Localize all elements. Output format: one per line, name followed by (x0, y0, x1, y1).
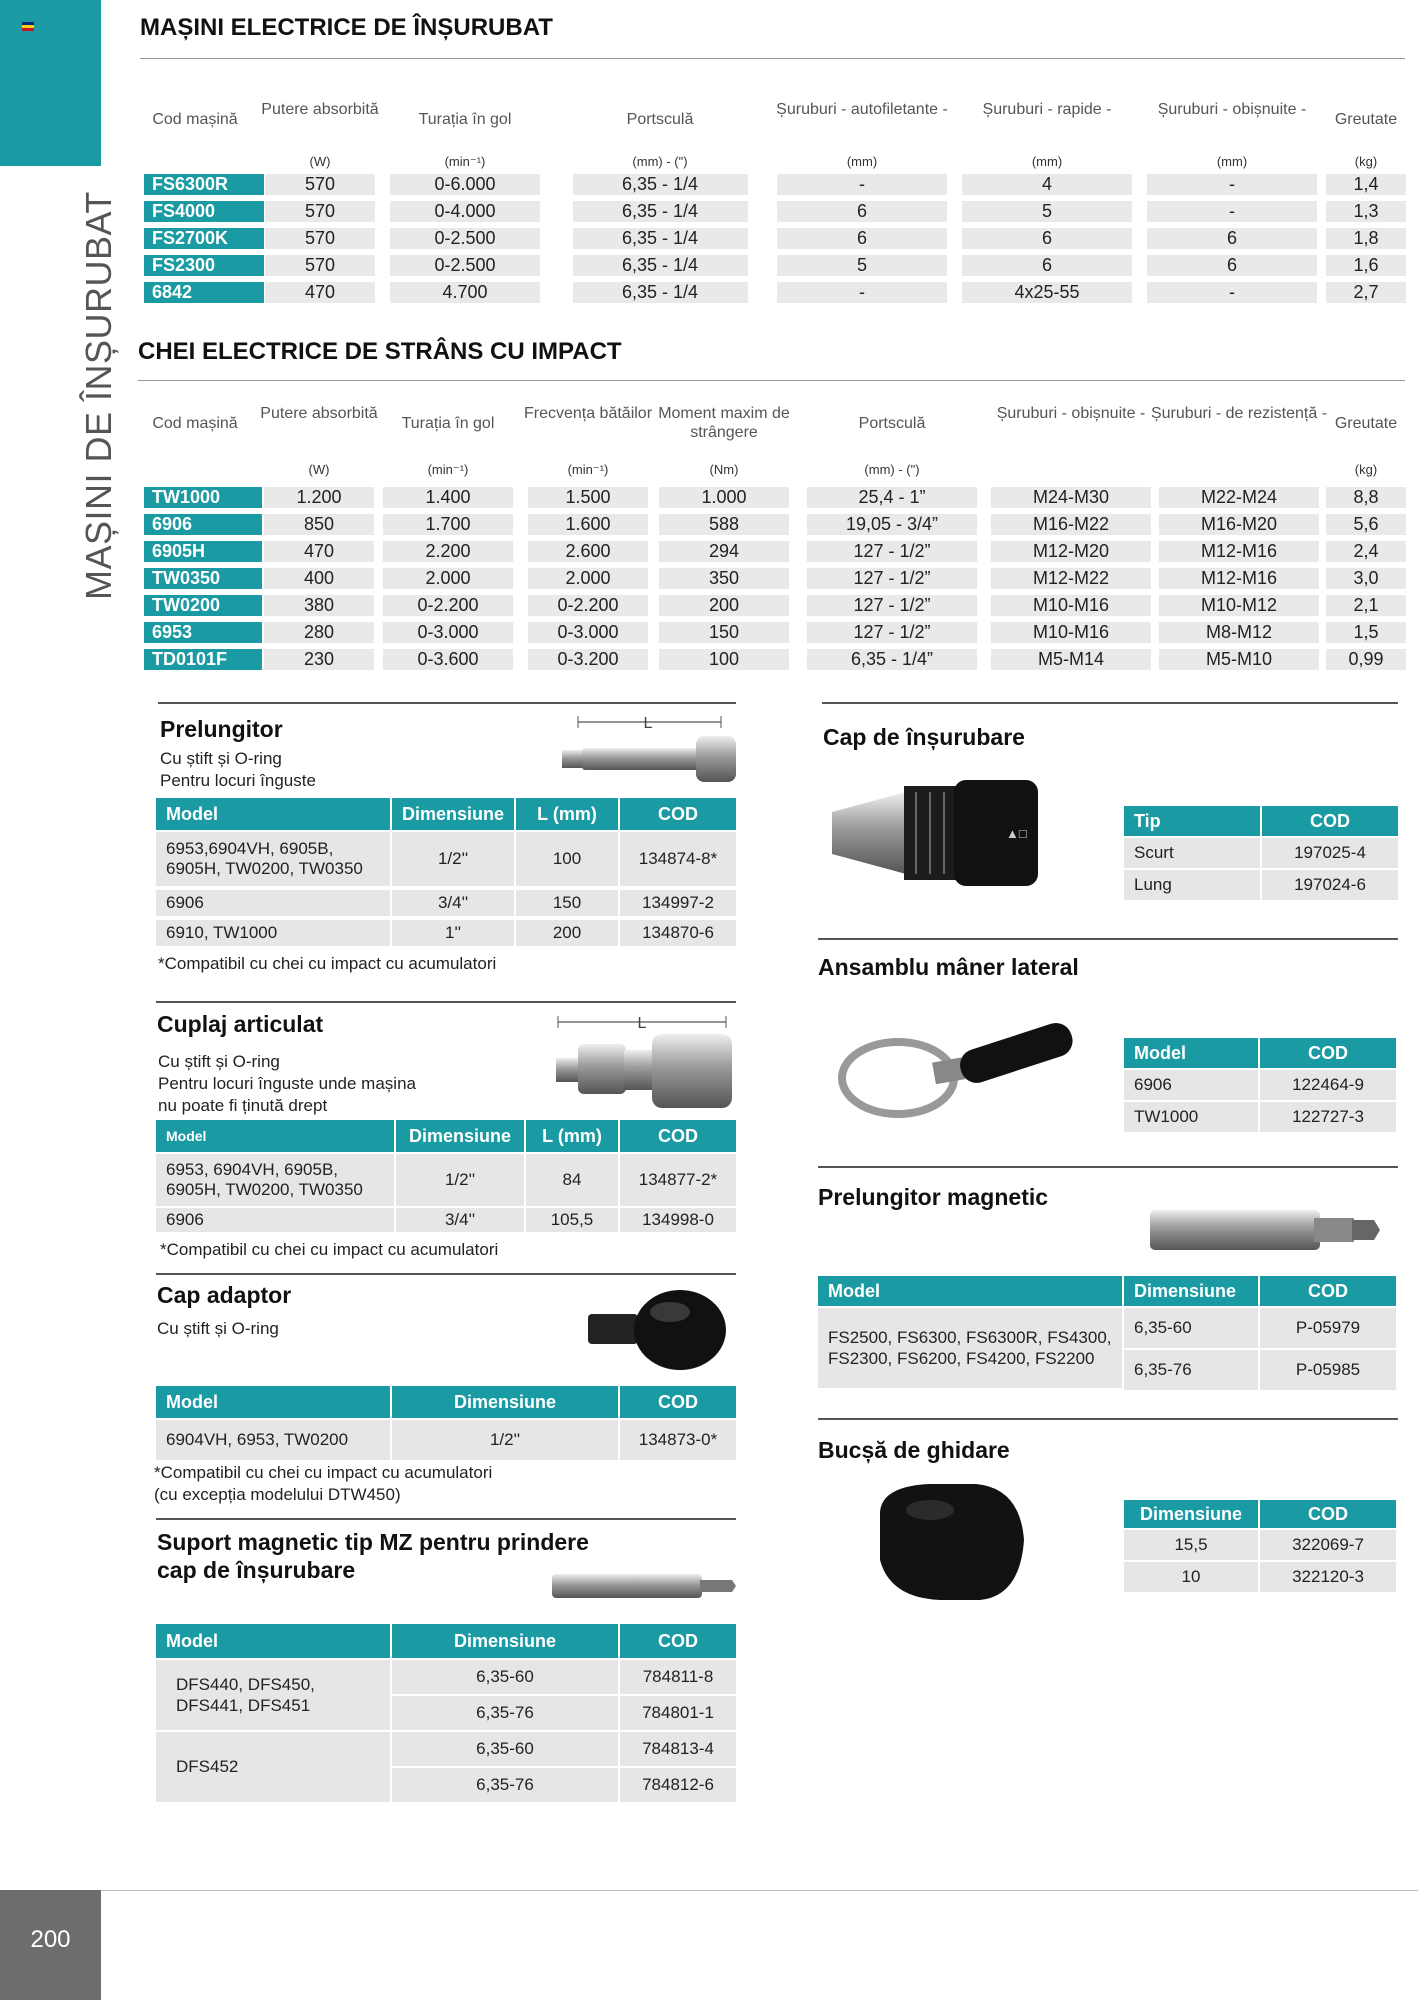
table-cell: 2,7 (1326, 282, 1406, 303)
svg-text:▲□: ▲□ (1006, 826, 1027, 841)
column-header: Model (156, 1120, 394, 1152)
model-line: 6953,6904VH, 6905B, (166, 839, 334, 858)
table-cell: 0-3.000 (383, 622, 513, 643)
model-code: TW0200 (144, 595, 262, 616)
table-cell: 6,35 - 1/4 (573, 282, 748, 303)
table-cell: 0,99 (1326, 649, 1406, 670)
table-cell: 2,1 (1326, 595, 1406, 616)
table-cell: - (777, 282, 947, 303)
divider (818, 938, 1398, 940)
code-cell: P-05985 (1260, 1350, 1396, 1390)
table-cell: 1,3 (1326, 201, 1406, 222)
table-cell: 350 (659, 568, 789, 589)
model-cell (156, 1660, 390, 1730)
model-cell (818, 1308, 1122, 1388)
table-cell: 6,35 - 1/4” (807, 649, 977, 670)
table-cell: 0-2.500 (390, 228, 540, 249)
code-cell: 784811-8 (620, 1660, 736, 1694)
table-cell: 280 (264, 622, 374, 643)
dimension-cell: 3/4'' (396, 1208, 524, 1232)
code-cell: 134873-0* (620, 1420, 736, 1460)
model-code: 6905H (144, 541, 262, 562)
dimension-label: L (637, 1015, 647, 1032)
table-cell: 1.700 (383, 514, 513, 535)
table-cell: - (1147, 201, 1317, 222)
column-header: Dimensiune (1124, 1500, 1258, 1528)
model-cell (156, 832, 390, 886)
table-cell: 1.200 (264, 487, 374, 508)
table-cell: 100 (659, 649, 789, 670)
column-header: Moment maxim de strângere (658, 405, 790, 441)
unit-label: (kg) (1354, 462, 1378, 477)
page-number: 200 (0, 1890, 101, 2000)
table-cell: 380 (264, 595, 374, 616)
column-header: L (mm) (526, 1120, 618, 1152)
model-line: 6905H, TW0200, TW0350 (166, 1180, 363, 1199)
table-cell: M8-M12 (1159, 622, 1319, 643)
table-cell: 1,8 (1326, 228, 1406, 249)
code-cell: P-05979 (1260, 1308, 1396, 1348)
table-cell: 0-2.200 (383, 595, 513, 616)
table-cell: 570 (265, 228, 375, 249)
unit-label: (min⁻¹) (444, 154, 486, 169)
divider (140, 58, 1405, 59)
model-line: FS2500, FS6300, FS6300R, FS4300, (828, 1328, 1112, 1347)
length-cell: 100 (516, 832, 618, 886)
product-title-ansamblu-maner: Ansamblu mâner lateral (818, 954, 1079, 980)
code-cell: 134997-2 (620, 890, 736, 916)
adapter-cap-image (580, 1282, 730, 1378)
table-cell: M12-M20 (991, 541, 1151, 562)
divider (138, 380, 1405, 381)
table-cell: 8,8 (1326, 487, 1406, 508)
column-header: Șuruburi - de rezistență - (1150, 405, 1328, 422)
table-cell: 2,4 (1326, 541, 1406, 562)
unit-label: (min⁻¹) (427, 462, 469, 477)
guide-sleeve-image (870, 1480, 1030, 1604)
code-cell: 122727-3 (1260, 1102, 1396, 1132)
compatibility-note: *Compatibil cu chei cu impact cu acumulatori (158, 954, 497, 973)
model-cell: 6906 (156, 1208, 394, 1232)
product-title-cuplaj: Cuplaj articulat (157, 1011, 324, 1037)
table-cell: 127 - 1/2” (807, 541, 977, 562)
column-header: Șuruburi - autofiletante - (776, 101, 948, 118)
table-cell: 6 (1147, 255, 1317, 276)
code-cell: 197025-4 (1262, 838, 1398, 868)
column-header: Putere absorbită (261, 101, 379, 118)
table-cell: M16-M22 (991, 514, 1151, 535)
unit-label: (kg) (1354, 154, 1378, 169)
divider (156, 1273, 736, 1275)
model-cell (156, 1154, 394, 1206)
table-cell: 400 (264, 568, 374, 589)
table-cell: 294 (659, 541, 789, 562)
column-header: L (mm) (516, 798, 618, 830)
table-cell: 1.500 (528, 487, 648, 508)
table-cell: 6 (777, 201, 947, 222)
unit-label: (mm) - (") (864, 462, 920, 477)
table-cell: M12-M16 (1159, 541, 1319, 562)
column-header: Model (156, 798, 390, 830)
length-cell: 105,5 (526, 1208, 618, 1232)
table-cell: 1,5 (1326, 622, 1406, 643)
model-code: FS6300R (144, 174, 264, 195)
table-cell: TW1000 (1124, 1102, 1258, 1132)
divider (822, 702, 1398, 704)
code-cell: 122464-9 (1260, 1070, 1396, 1100)
code-cell: 134877-2* (620, 1154, 736, 1206)
column-header: COD (620, 1120, 736, 1152)
divider (158, 702, 736, 704)
compatibility-note: (cu excepția modelului DTW450) (154, 1485, 401, 1504)
magnetic-holder-image (548, 1568, 738, 1604)
table-cell: M22-M24 (1159, 487, 1319, 508)
table-cell: - (1147, 282, 1317, 303)
column-header: Cod mașină (152, 111, 238, 128)
product-description: Pentru locuri înguste (160, 771, 316, 790)
column-header: Șuruburi - obișnuite - (996, 405, 1146, 422)
column-header: Model (156, 1624, 390, 1658)
table-cell: 570 (265, 255, 375, 276)
unit-label: (mm) (1031, 154, 1063, 169)
table-cell: M5-M10 (1159, 649, 1319, 670)
table-cell: M5-M14 (991, 649, 1151, 670)
unit-label: (mm) - (") (632, 154, 688, 169)
code-cell: 197024-6 (1262, 870, 1398, 900)
product-description: Cu știft și O-ring (160, 749, 282, 768)
column-header: COD (620, 1624, 736, 1658)
dimension-cell: 6,35-76 (392, 1768, 618, 1802)
table-cell: 5,6 (1326, 514, 1406, 535)
table-cell: 4 (962, 174, 1132, 195)
table-cell: - (777, 174, 947, 195)
product-description: nu poate fi ținută drept (158, 1096, 328, 1115)
extension-bar-image (556, 712, 740, 792)
model-cell: 6910, TW1000 (156, 920, 390, 946)
length-cell: 84 (526, 1154, 618, 1206)
table-cell: 5 (962, 201, 1132, 222)
code-cell: 134998-0 (620, 1208, 736, 1232)
table-cell: 2.000 (528, 568, 648, 589)
table-cell: M12-M16 (1159, 568, 1319, 589)
model-code: TD0101F (144, 649, 262, 670)
table-cell: M24-M30 (991, 487, 1151, 508)
dimension-label: L (643, 715, 653, 732)
table-cell: 150 (659, 622, 789, 643)
code-cell: 134874-8* (620, 832, 736, 886)
column-header: Dimensiune (396, 1120, 524, 1152)
unit-label: (mm) (846, 154, 878, 169)
compatibility-note: *Compatibil cu chei cu impact cu acumulatori (154, 1463, 493, 1482)
table-cell: 6 (777, 228, 947, 249)
table-cell: 0-3.600 (383, 649, 513, 670)
column-header: Dimensiune (392, 798, 514, 830)
table-cell: 6,35 - 1/4 (573, 174, 748, 195)
column-header: Model (156, 1386, 390, 1418)
column-header: COD (620, 1386, 736, 1418)
compatibility-note: *Compatibil cu chei cu impact cu acumulatori (160, 1240, 499, 1259)
divider (818, 1418, 1398, 1420)
model-cell: 6904VH, 6953, TW0200 (156, 1420, 390, 1460)
table-cell: Lung (1124, 870, 1260, 900)
product-description: Pentru locuri înguste unde mașina (158, 1074, 416, 1093)
table-cell: 230 (264, 649, 374, 670)
product-description: Cu știft și O-ring (158, 1052, 280, 1071)
code-cell: 784801-1 (620, 1696, 736, 1730)
table-cell: M10-M16 (991, 622, 1151, 643)
column-header: Tip (1124, 806, 1260, 836)
model-cell: DFS452 (156, 1732, 390, 1802)
model-line: DFS441, DFS451 (176, 1696, 311, 1715)
code-cell: 784813-4 (620, 1732, 736, 1766)
column-header: COD (1260, 1500, 1396, 1528)
dimension-cell: 6,35-60 (1124, 1308, 1258, 1348)
unit-label: (Nm) (709, 462, 739, 477)
screwdriving-head-image (826, 774, 1046, 894)
universal-joint-image (548, 1010, 738, 1114)
dimension-cell: 3/4'' (392, 890, 514, 916)
sidebar-section-title: MAȘINI DE ÎNȘURUBAT (78, 191, 119, 600)
table-cell: 200 (659, 595, 789, 616)
column-header: Dimensiune (392, 1624, 618, 1658)
column-header: Portsculă (626, 111, 694, 128)
table-cell: 1.600 (528, 514, 648, 535)
model-code: 6842 (144, 282, 264, 303)
table-cell: M16-M20 (1159, 514, 1319, 535)
dimension-cell: 1'' (392, 920, 514, 946)
column-header: Putere absorbită (260, 405, 378, 422)
table-cell: 127 - 1/2” (807, 622, 977, 643)
dimension-cell: 15,5 (1124, 1530, 1258, 1560)
dimension-cell: 1/2'' (392, 1420, 618, 1460)
divider (818, 1166, 1398, 1168)
unit-label: (min⁻¹) (567, 462, 609, 477)
table-cell: 2.600 (528, 541, 648, 562)
model-code: 6953 (144, 622, 262, 643)
table-cell: 4x25-55 (962, 282, 1132, 303)
table-cell: 1,4 (1326, 174, 1406, 195)
table-cell: 0-3.000 (528, 622, 648, 643)
column-header: COD (1260, 1276, 1396, 1306)
table-cell: 127 - 1/2” (807, 595, 977, 616)
table-cell: 1.400 (383, 487, 513, 508)
section-title-impact-wrenches: CHEI ELECTRICE DE STRÂNS CU IMPACT (138, 338, 622, 365)
dimension-cell: 6,35-60 (392, 1732, 618, 1766)
table-cell: 6 (1147, 228, 1317, 249)
column-header: Șuruburi - obișnuite - (1157, 101, 1307, 118)
table-cell: 0-4.000 (390, 201, 540, 222)
table-cell: 5 (777, 255, 947, 276)
column-header: Șuruburi - rapide - (982, 101, 1112, 118)
model-line: DFS440, DFS450, (176, 1675, 315, 1694)
column-header: Dimensiune (1124, 1276, 1258, 1306)
column-header: Turația în gol (401, 415, 495, 432)
code-cell: 322069-7 (1260, 1530, 1396, 1560)
model-code: 6906 (144, 514, 262, 535)
dimension-cell: 10 (1124, 1562, 1258, 1592)
model-code: TW1000 (144, 487, 262, 508)
table-cell: 6,35 - 1/4 (573, 255, 748, 276)
table-cell: M10-M16 (991, 595, 1151, 616)
table-cell: 0-6.000 (390, 174, 540, 195)
model-line: 6953, 6904VH, 6905B, (166, 1160, 339, 1179)
model-line: 6905H, TW0200, TW0350 (166, 859, 363, 878)
model-code: FS2300 (144, 255, 264, 276)
column-header: Frecvența bătăilor (523, 405, 653, 422)
length-cell: 150 (516, 890, 618, 916)
romanian-flag-icon (22, 22, 34, 31)
code-cell: 134870-6 (620, 920, 736, 946)
table-cell: 1.000 (659, 487, 789, 508)
column-header: Dimensiune (392, 1386, 618, 1418)
product-title-prelungitor: Prelungitor (160, 716, 283, 742)
column-header: Model (818, 1276, 1122, 1306)
code-cell: 784812-6 (620, 1768, 736, 1802)
table-cell: M10-M12 (1159, 595, 1319, 616)
product-title-suport-magnetic: Suport magnetic tip MZ pentru prindere (157, 1529, 589, 1555)
column-header: COD (620, 798, 736, 830)
unit-label: (mm) (1216, 154, 1248, 169)
table-cell: 6,35 - 1/4 (573, 228, 748, 249)
table-cell: 4.700 (390, 282, 540, 303)
code-cell: 322120-3 (1260, 1562, 1396, 1592)
column-header: COD (1262, 806, 1398, 836)
unit-label: (W) (309, 154, 331, 169)
table-cell: 6 (962, 255, 1132, 276)
divider (156, 1518, 736, 1520)
side-handle-image (838, 1012, 1078, 1132)
table-cell: 570 (265, 201, 375, 222)
table-cell: 1,6 (1326, 255, 1406, 276)
divider (156, 1001, 736, 1003)
table-cell: 6,35 - 1/4 (573, 201, 748, 222)
table-cell: 19,05 - 3/4” (807, 514, 977, 535)
table-cell: M12-M22 (991, 568, 1151, 589)
table-cell: 470 (264, 541, 374, 562)
length-cell: 200 (516, 920, 618, 946)
product-title-cap-insurubare: Cap de înșurubare (823, 724, 1025, 750)
model-code: TW0350 (144, 568, 262, 589)
dimension-cell: 6,35-76 (392, 1696, 618, 1730)
magnetic-extension-image (1144, 1202, 1384, 1258)
product-title-bucsa-ghidare: Bucșă de ghidare (818, 1437, 1010, 1463)
table-cell: - (1147, 174, 1317, 195)
dimension-cell: 1/2'' (396, 1154, 524, 1206)
table-cell: 570 (265, 174, 375, 195)
table-cell: 127 - 1/2” (807, 568, 977, 589)
model-code: FS4000 (144, 201, 264, 222)
table-cell: 470 (265, 282, 375, 303)
product-description: Cu știft și O-ring (157, 1319, 279, 1338)
table-cell: 6 (962, 228, 1132, 249)
model-code: FS2700K (144, 228, 264, 249)
column-header: Cod mașină (152, 415, 238, 432)
column-header: COD (1260, 1038, 1396, 1068)
dimension-cell: 6,35-76 (1124, 1350, 1258, 1390)
table-cell: 0-2.500 (390, 255, 540, 276)
product-title-cap-adaptor: Cap adaptor (157, 1282, 292, 1308)
section-title-electric-screwdrivers: MAȘINI ELECTRICE DE ÎNȘURUBAT (140, 14, 553, 41)
table-cell: Scurt (1124, 838, 1260, 868)
table-cell: 6906 (1124, 1070, 1258, 1100)
table-cell: 588 (659, 514, 789, 535)
table-cell: 2.200 (383, 541, 513, 562)
column-header: Portsculă (858, 415, 926, 432)
column-header: Greutate (1334, 111, 1398, 128)
table-cell: 3,0 (1326, 568, 1406, 589)
column-header: Turația în gol (418, 111, 512, 128)
product-title-prelungitor-magnetic: Prelungitor magnetic (818, 1184, 1049, 1210)
sidebar-header-block (0, 0, 101, 166)
table-cell: 2.000 (383, 568, 513, 589)
model-line: FS2300, FS6200, FS4200, FS2200 (828, 1349, 1095, 1368)
column-header: Model (1124, 1038, 1258, 1068)
model-cell: 6906 (156, 890, 390, 916)
product-title-suport-magnetic-line2: cap de înșurubare (157, 1557, 356, 1583)
table-cell: 0-2.200 (528, 595, 648, 616)
table-cell: 850 (264, 514, 374, 535)
column-header: Greutate (1334, 415, 1398, 432)
table-cell: 25,4 - 1” (807, 487, 977, 508)
unit-label: (W) (308, 462, 330, 477)
table-cell: 0-3.200 (528, 649, 648, 670)
footer-divider (101, 1890, 1418, 1891)
dimension-cell: 6,35-60 (392, 1660, 618, 1694)
dimension-cell: 1/2'' (392, 832, 514, 886)
